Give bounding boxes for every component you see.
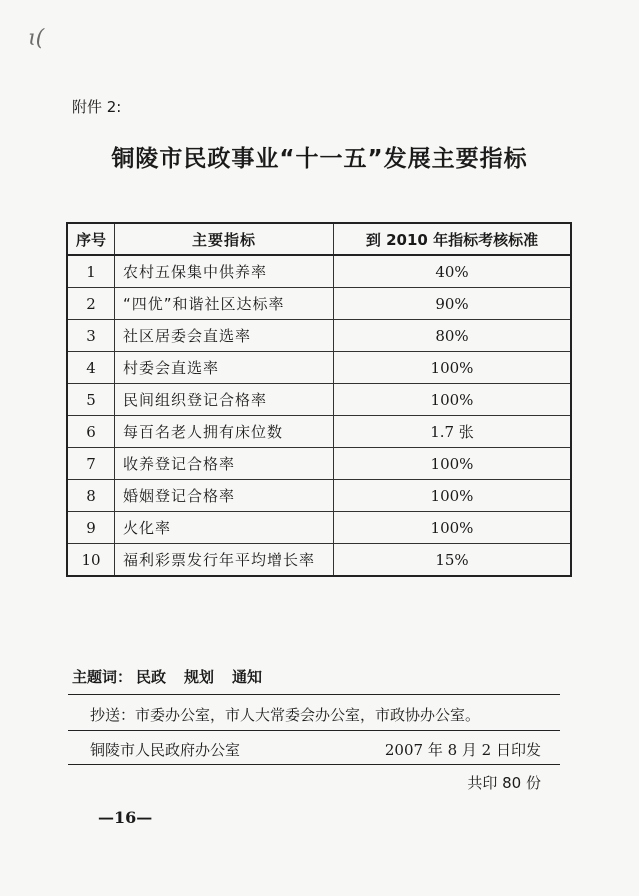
row-indicator: “四优”和谐社区达标率 <box>115 288 334 320</box>
row-indicator: 福利彩票发行年平均增长率 <box>115 544 334 577</box>
row-indicator: 火化率 <box>115 512 334 544</box>
table-row <box>67 288 571 320</box>
table-header-row <box>67 223 571 255</box>
row-indicator: 收养登记合格率 <box>115 448 334 480</box>
table-row <box>67 512 571 544</box>
row-number: 2 <box>67 288 115 320</box>
cc-recipients: 抄送：市委办公室，市人大常委会办公室，市政协办公室。 <box>90 706 481 724</box>
row-target: 90% <box>334 288 572 320</box>
row-target: 100% <box>334 384 572 416</box>
row-target: 100% <box>334 512 572 544</box>
table-row <box>67 480 571 512</box>
row-number: 10 <box>67 544 115 577</box>
keyword: 规划 <box>184 668 215 686</box>
subject-keywords <box>72 666 262 687</box>
header-target: 到 2010 年指标考核标准 <box>334 223 572 255</box>
row-target: 100% <box>334 352 572 384</box>
keyword: 民政 <box>136 668 167 686</box>
print-copies: 共印 80 份 <box>467 774 541 792</box>
divider-line <box>68 694 560 695</box>
divider-line <box>68 730 560 731</box>
row-number: 7 <box>67 448 115 480</box>
issuing-office: 铜陵市人民政府办公室 <box>90 741 241 759</box>
document-title: 铜陵市民政事业“十一五”发展主要指标 <box>111 146 528 172</box>
issue-date: 2007 年 8 月 2 日印发 <box>384 741 541 759</box>
keyword: 通知 <box>232 668 263 686</box>
row-number: 5 <box>67 384 115 416</box>
row-target: 100% <box>334 480 572 512</box>
divider-line <box>68 764 560 765</box>
keywords-label: 主题词： <box>72 668 133 686</box>
row-target: 1.7 张 <box>334 416 572 448</box>
header-number: 序号 <box>67 223 115 255</box>
row-number: 9 <box>67 512 115 544</box>
table-row <box>67 255 571 288</box>
row-target: 15% <box>334 544 572 577</box>
row-target: 100% <box>334 448 572 480</box>
row-indicator: 社区居委会直选率 <box>115 320 334 352</box>
table-row <box>67 448 571 480</box>
page-number: —16— <box>98 808 153 827</box>
table-row <box>67 384 571 416</box>
handwritten-mark: ɩ( <box>28 26 44 51</box>
table-row <box>67 320 571 352</box>
row-number: 3 <box>67 320 115 352</box>
table-row <box>67 352 571 384</box>
table-row <box>67 416 571 448</box>
row-target: 80% <box>334 320 572 352</box>
row-number: 4 <box>67 352 115 384</box>
row-indicator: 农村五保集中供养率 <box>115 255 334 288</box>
row-indicator: 婚姻登记合格率 <box>115 480 334 512</box>
row-number: 6 <box>67 416 115 448</box>
row-indicator: 村委会直选率 <box>115 352 334 384</box>
row-number: 1 <box>67 255 115 288</box>
row-number: 8 <box>67 480 115 512</box>
table-row <box>67 544 571 577</box>
row-indicator: 民间组织登记合格率 <box>115 384 334 416</box>
attachment-label: 附件 2: <box>72 98 122 116</box>
indicators-table <box>66 222 572 577</box>
row-target: 40% <box>334 255 572 288</box>
header-indicator: 主要指标 <box>115 223 334 255</box>
row-indicator: 每百名老人拥有床位数 <box>115 416 334 448</box>
